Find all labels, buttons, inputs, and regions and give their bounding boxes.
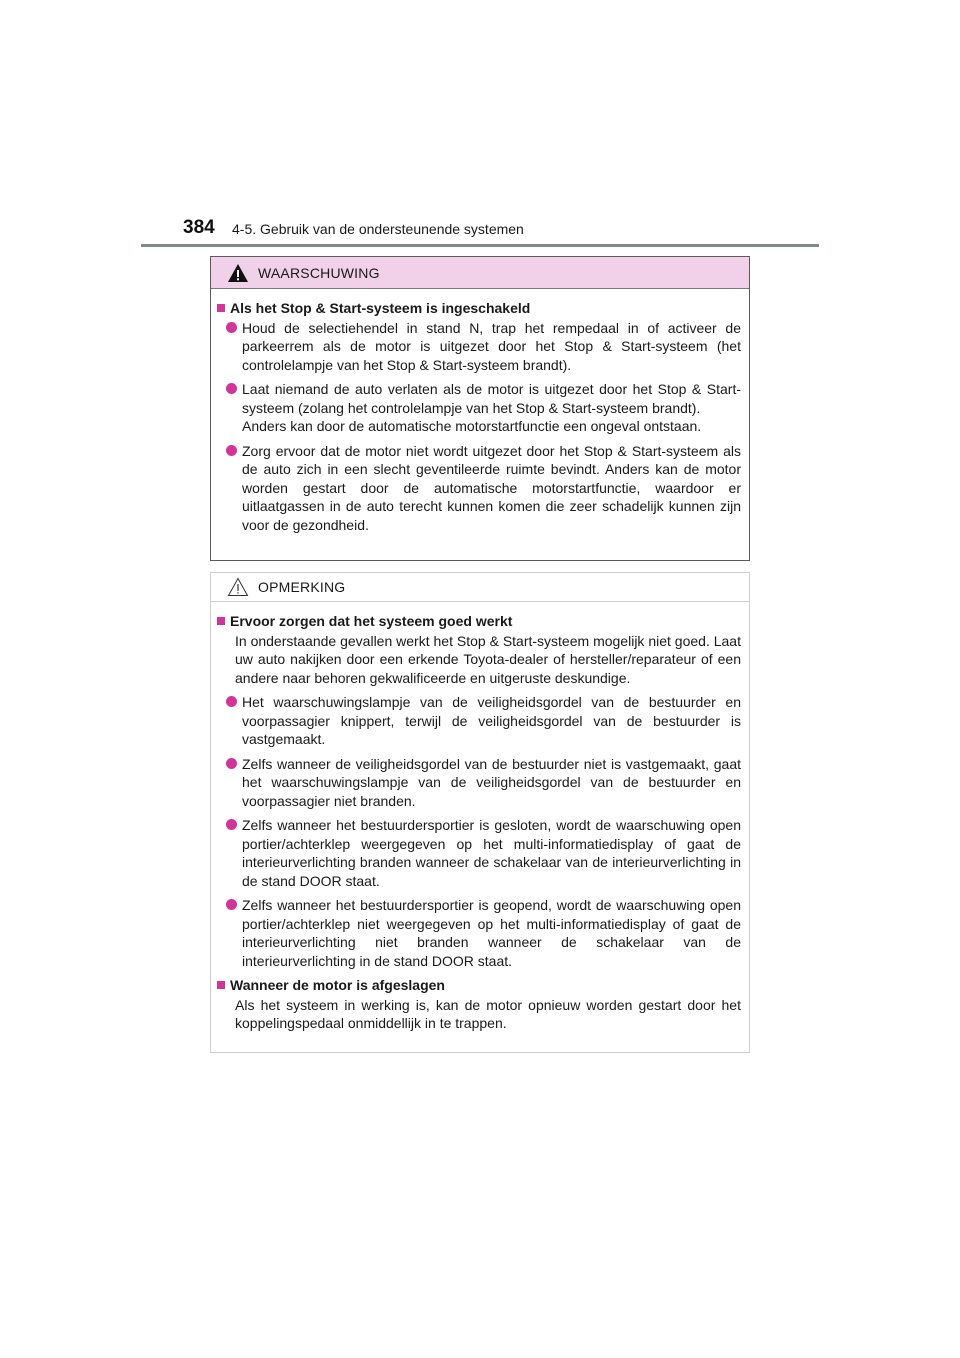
notice-heading-1 [217,612,741,631]
notice-heading-text: Ervoor zorgen dat het systeem goed werkt [230,613,513,629]
notice-bullet-text: Zelfs wanneer het bestuurdersportier is geopend, wordt de waarschuwing open portier/achterklep niet weergegeven op het multi-informatiedisplay of gaat de interieurverlichting niet branden wanneer de schakelaar van de interieurverlichting in de stand DOOR staat. [242,897,741,969]
square-bullet-icon [217,981,225,989]
warning-heading [217,299,741,318]
round-bullet-icon [226,899,237,910]
notice-title: OPMERKING [258,579,346,595]
square-bullet-icon [217,617,225,625]
notice-bullet [217,896,741,970]
warning-header [211,257,749,289]
notice-bullet-text: Het waarschuwingslampje van de veiligheidsgordel van de bestuurder en voorpassagier knippert, terwijl de veiligheidsgordel van de bestuurder is vastgemaakt. [242,694,741,747]
warning-box [210,256,750,561]
notice-bullet [217,816,741,890]
notice-body [211,602,749,1033]
round-bullet-icon [226,696,237,707]
round-bullet-icon [226,819,237,830]
warning-bullet-text: Laat niemand de auto verlaten als de motor is uitgezet door het Stop & Start-systeem (zolang het controlelampje van het Stop & Start-systeem brandt). Anders kan door de automatische motorstartfunctie een ongeval ontstaan. [242,381,741,434]
notice-bullet-text: Zelfs wanneer het bestuurdersportier is gesloten, wordt de waarschuwing open portier/achterklep weergegeven op het multi-informatiedisplay of gaat de interieurverlichting branden wanneer de schakelaar van de interieurverlichting in de stand DOOR staat. [242,817,741,889]
notice-intro: In onderstaande gevallen werkt het Stop & Start-systeem mogelijk niet goed. Laat uw auto nakijken door een erkende Toyota-dealer of hersteller/reparateur of een andere naar behoren gekwalificeerde en uitgeruste deskundige. [235,632,741,686]
notice-heading-text: Wanneer de motor is afgeslagen [230,977,445,993]
header-divider [141,244,819,247]
notice-heading-2 [217,976,741,995]
notice-box [210,572,750,1053]
round-bullet-icon [226,383,237,394]
notice-header [211,573,749,602]
warning-bullet-text: Zorg ervoor dat de motor niet wordt uitgezet door het Stop & Start-systeem als de auto zich in een slecht geventileerde ruimte bevindt. Anders kan de motor worden gestart door de automatische motorstartfunctie, waardoor er uitlaatgassen in de auto terecht kunnen komen die zeer schadelijk kunnen zijn voor de gezondheid. [242,442,741,533]
round-bullet-icon [226,445,237,456]
notice-bullet-text: Zelfs wanneer de veiligheidsgordel van de bestuurder niet is vastgemaakt, gaat het waarschuwingslampje van de veiligheidsgordel van de bestuurder en voorpassagier niet branden. [242,755,741,809]
warning-triangle-icon [227,263,249,283]
warning-bullet [217,319,741,375]
warning-body [211,289,749,534]
square-bullet-icon [217,304,225,312]
notice-bullet [217,693,741,749]
notice-bullet [217,755,741,811]
warning-heading-text: Als het Stop & Start-systeem is ingeschakeld [230,300,531,316]
caution-outline-triangle-icon [227,577,249,597]
warning-bullet [217,380,741,436]
warning-bullet [217,442,741,535]
notice-section2-text: Als het systeem in werking is, kan de motor opnieuw worden gestart door het koppelingspedaal onmiddellijk in te trappen. [235,996,741,1031]
warning-title: WAARSCHUWING [258,264,380,281]
warning-bullet-text: Houd de selectiehendel in stand N, trap het rempedaal in of activeer de parkeerrem als de motor is uitgezet door het Stop & Start-systeem (het controlelampje van het Stop & Start-systeem brandt). [242,319,741,373]
round-bullet-icon [226,758,237,769]
round-bullet-icon [226,322,237,333]
page-number: 384 [183,217,215,238]
section-title: 4-5. Gebruik van de ondersteunende systemen [232,221,524,237]
